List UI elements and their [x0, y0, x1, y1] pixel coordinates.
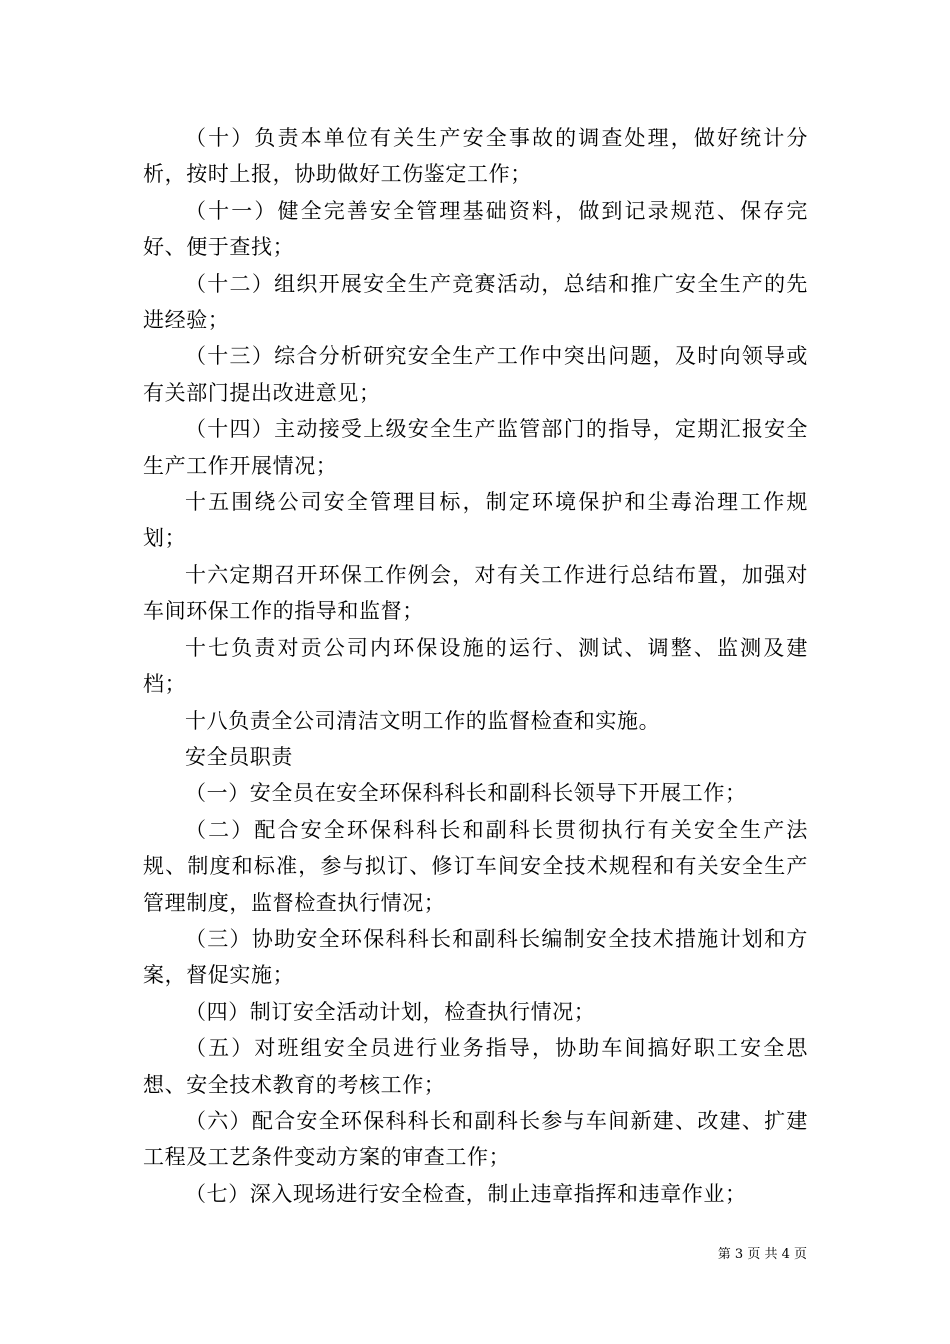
section-heading-safety-officer: 安全员职责	[185, 744, 293, 769]
paragraph-item-14: （十四）主动接受上级安全生产监管部门的指导，定期汇报安全生产工作开展情况；	[143, 417, 808, 478]
duty-item-1: （一）安全员在安全环保科科长和副科长领导下开展工作；	[185, 781, 747, 806]
paragraph-item-17: 十七负责对贡公司内环保设施的运行、测试、调整、监测及建档；	[143, 635, 808, 697]
duty-item-6: （六）配合安全环保科科长和副科长参与车间新建、改建、扩建工程及工艺条件变动方案的审查工作；	[143, 1108, 808, 1170]
paragraph-item-13: （十三）综合分析研究安全生产工作中突出问题，及时向领导或有关部门提出改进意见；	[143, 344, 808, 405]
duty-item-3: （三）协助安全环保科科长和副科长编制安全技术措施计划和方案，督促实施；	[143, 926, 808, 988]
duty-item-2: （二）配合安全环保科科长和副科长贯彻执行有关安全生产法规、制度和标准，参与拟订、修订车间安全技术规程和有关安全生产管理制度，监督检查执行情况；	[143, 817, 808, 915]
duty-item-5: （五）对班组安全员进行业务指导，协助车间搞好职工安全思想、安全技术教育的考核工作；	[143, 1036, 808, 1097]
document-body	[143, 120, 808, 1212]
paragraph-item-12: （十二）组织开展安全生产竞赛活动，总结和推广安全生产的先进经验；	[143, 271, 808, 333]
duty-item-7: （七）深入现场进行安全检查，制止违章指挥和违章作业；	[185, 1181, 747, 1206]
duty-item-4: （四）制订安全活动计划，检查执行情况；	[185, 999, 596, 1024]
paragraph-item-10: （十）负责本单位有关生产安全事故的调查处理，做好统计分析，按时上报，协助做好工伤鉴定工作；	[143, 126, 808, 187]
paragraph-item-16: 十六定期召开环保工作例会，对有关工作进行总结布置，加强对车间环保工作的指导和监督；	[143, 562, 808, 624]
paragraph-item-18: 十八负责全公司清洁文明工作的监督检查和实施。	[185, 708, 661, 733]
paragraph-item-11: （十一）健全完善安全管理基础资料，做到记录规范、保存完好、便于查找；	[143, 198, 808, 260]
page-number-footer: 第 3 页 共 4 页	[717, 1247, 807, 1262]
paragraph-item-15: 十五围绕公司安全管理目标，制定环境保护和尘毒治理工作规划；	[143, 490, 808, 551]
